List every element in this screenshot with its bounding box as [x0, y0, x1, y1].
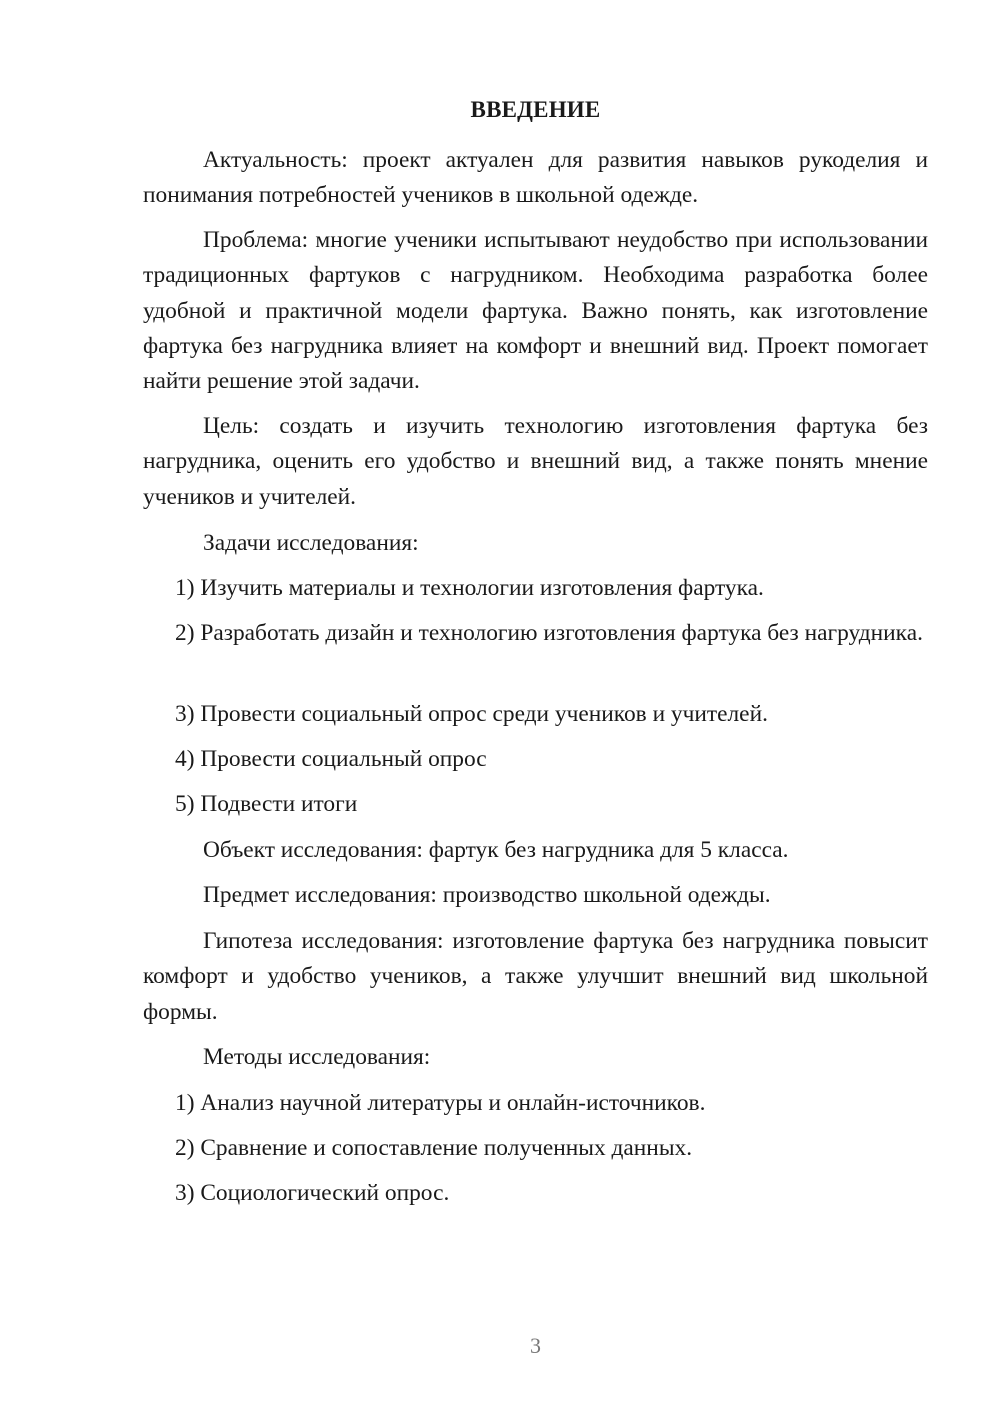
- page-title: ВВЕДЕНИЕ: [470, 97, 601, 122]
- task-item-1: 1) Изучить материалы и технологии изготовления фартука.: [175, 575, 764, 601]
- task-item-2: 2) Разработать дизайн и технологию изготовления фартука без нагрудника.: [175, 620, 923, 646]
- task-item-3: 3) Провести социальный опрос среди учеников и учителей.: [175, 701, 768, 727]
- methods-heading: Методы исследования:: [203, 1044, 431, 1070]
- research-object-paragraph: Объект исследования: фартук без нагрудника для 5 класса.: [203, 837, 789, 863]
- tasks-heading: Задачи исследования:: [203, 530, 419, 556]
- method-item-1: 1) Анализ научной литературы и онлайн-источников.: [175, 1090, 706, 1116]
- research-subject-paragraph: Предмет исследования: производство школьной одежды.: [203, 882, 771, 908]
- page-number: 3: [530, 1333, 541, 1358]
- task-item-4: 4) Провести социальный опрос: [175, 746, 487, 772]
- method-item-3: 3) Социологический опрос.: [175, 1180, 450, 1206]
- hypothesis-paragraph: Гипотеза исследования: изготовление фартука без нагрудника повысит комфорт и удобство учеников, а также улучшит внешний вид школьной формы.: [143, 928, 928, 1025]
- relevance-paragraph: Актуальность: проект актуален для развития навыков рукоделия и понимания потребностей учеников в школьной одежде.: [143, 147, 928, 209]
- method-item-2: 2) Сравнение и сопоставление полученных данных.: [175, 1135, 693, 1161]
- task-item-5: 5) Подвести итоги: [175, 791, 358, 817]
- document-page: [143, 0, 928, 1414]
- goal-paragraph: Цель: создать и изучить технологию изготовления фартука без нагрудника, оценить его удобство и внешний вид, а также понять мнение учеников и учителей.: [143, 413, 928, 510]
- problem-paragraph: Проблема: многие ученики испытывают неудобство при использовании традиционных фартуков с нагрудником. Необходима разработка более удобной и практичной модели фартука. Важно понять, как изготовление фартука без нагрудника влияет на комфорт и внешний вид. Проект помогает найти решение этой задачи.: [143, 227, 928, 395]
